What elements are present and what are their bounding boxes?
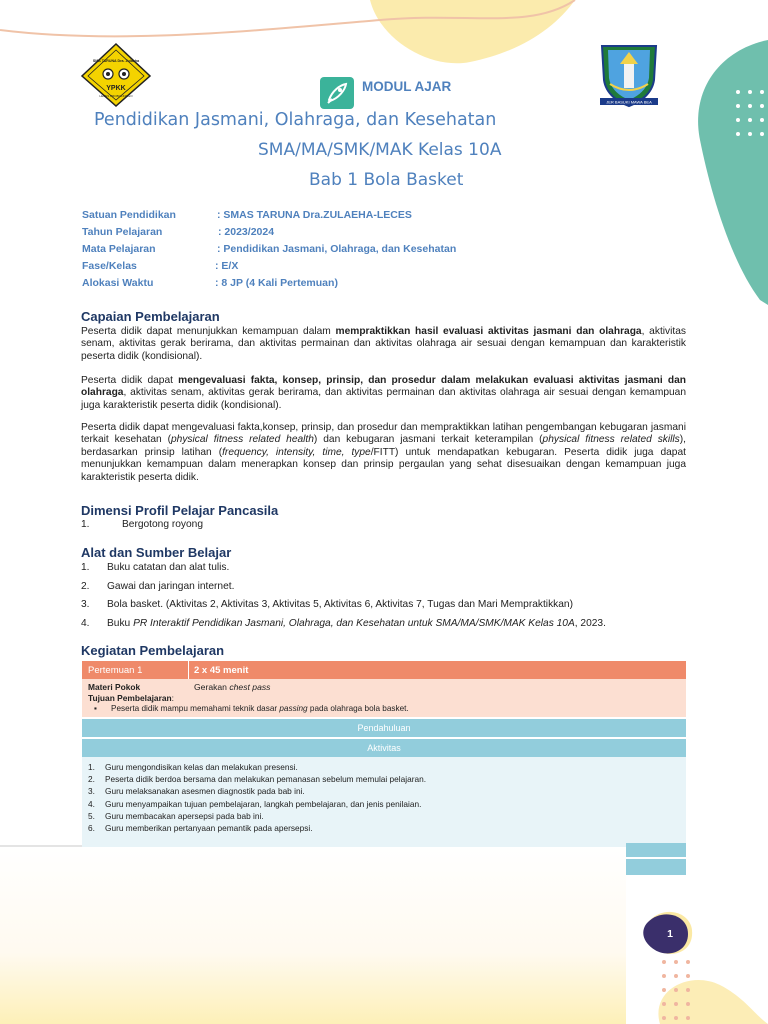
materi-label: Materi Pokok xyxy=(88,682,141,692)
meeting-label: Pertemuan 1 xyxy=(88,665,143,676)
aktivitas-steps xyxy=(82,757,686,847)
school-logo xyxy=(80,42,152,108)
title-chapter: Bab 1 Bola Basket xyxy=(309,170,464,190)
meeting-duration: 2 x 45 menit xyxy=(194,665,249,676)
list-item: 2. Gawai dan jaringan internet. xyxy=(81,580,235,592)
list-item: 6. Guru memberikan pertanyaan pemantik pada apersepsi. xyxy=(88,823,313,834)
title-subject: Pendidikan Jasmani, Olahraga, dan Kesehatan xyxy=(94,110,497,130)
capaian-paragraph-3: Peserta didik dapat mengevaluasi fakta,konsep, prinsip, dan prosedur dan mempraktikkan latihan pengembangan kebugaran jasmani terkait kesehatan (physical fitness related health) dan kebugaran jasmani terkait keterampilan (physical fitness related skills), berdasarkan prinsip latihan (frequency, intensity, time, type/FITT) untuk mendapatkan kebugaran. Peserta didik juga dapat menunjukkan kemampuan dalam menerapkan konsep dan prinsip pergaulan yang sehat disesuaikan dengan kemampuan juga karakteristik peserta didik. xyxy=(81,422,687,483)
identity-value-year: : 2023/2024 xyxy=(218,226,275,238)
list-item: 2. Peserta didik berdoa bersama dan melakukan pemanasan sebelum memulai pelajaran. xyxy=(88,774,426,785)
identity-value-time: : 8 JP (4 Kali Pertemuan) xyxy=(215,277,338,289)
alat-list xyxy=(81,559,606,633)
title-class: SMA/MA/SMK/MAK Kelas 10A xyxy=(258,140,502,160)
list-item: 4. Buku PR Interaktif Pendidikan Jasmani, Olahraga, dan Kesehatan untuk SMA/MA/SMK/MAK Kelas 10A, 2023. xyxy=(81,617,606,629)
table-row-cut xyxy=(626,843,686,857)
table-row-cut xyxy=(626,859,686,875)
identity-value-subject: : Pendidikan Jasmani, Olahraga, dan Kesehatan xyxy=(217,243,457,255)
province-motto: JER BASUKI MAWA BEA xyxy=(606,99,652,105)
province-logo xyxy=(594,40,664,108)
identity-label-time: Alokasi Waktu xyxy=(82,277,154,289)
capaian-paragraph-2: Peserta didik dapat mengevaluasi fakta, konsep, prinsip, dan prosedur dalam melakukan evaluasi aktivitas jasmani dan olahraga, aktivitas senam, aktivitas gerak berirama, dan aktivitas permainan dan aktivitas olahraga air sesuai dengan kemampuan juga karakteristik peserta didik (kondisional). xyxy=(81,375,687,411)
list-item: 1. Buku catatan dan alat tulis. xyxy=(81,562,230,573)
dimensi-heading: Dimensi Profil Pelajar Pancasila xyxy=(81,503,279,518)
identity-value-school: : SMAS TARUNA Dra.ZULAEHA-LECES xyxy=(217,209,412,221)
tujuan-label: Tujuan Pembelajaran: xyxy=(88,693,174,703)
dimensi-list xyxy=(81,516,203,535)
tujuan-item: ▪ Peserta didik mampu memahami teknik dasar passing pada olahraga bola basket. xyxy=(94,704,409,713)
capaian-heading: Capaian Pembelajaran xyxy=(81,309,220,324)
kegiatan-heading: Kegiatan Pembelajaran xyxy=(81,643,225,658)
list-item: 1. Guru mengondisikan kelas dan melakukan presensi. xyxy=(88,762,298,772)
school-logo-top-text: SMA TARUNA Dra. Zulaeha xyxy=(92,59,140,63)
table-row-materi xyxy=(82,679,686,717)
school-logo-text: YPKK xyxy=(106,85,126,92)
identity-value-phase: : E/X xyxy=(215,260,239,272)
identity-label-subject: Mata Pelajaran xyxy=(82,243,156,255)
page-number: 1 xyxy=(667,928,673,940)
aktivitas-row: Aktivitas xyxy=(82,739,686,757)
list-item: 1. Bergotong royong xyxy=(81,519,203,530)
identity-label-school: Satuan Pendidikan xyxy=(82,209,176,221)
activity-table xyxy=(82,661,686,847)
materi-value: Gerakan chest pass xyxy=(194,682,271,692)
table-header-row xyxy=(82,661,686,679)
school-logo-bottom-text: LECES PROBOLINGGO xyxy=(99,94,133,98)
list-item: 3. Bola basket. (Aktivitas 2, Aktivitas 3, Aktivitas 5, Aktivitas 6, Aktivitas 7, Tugas dan Mari Mempraktikkan) xyxy=(81,599,573,611)
rocket-icon xyxy=(320,77,354,109)
pendahuluan-row: Pendahuluan xyxy=(82,719,686,737)
alat-heading: Alat dan Sumber Belajar xyxy=(81,545,232,560)
list-item: 3. Guru melaksanakan asesmen diagnostik pada bab ini. xyxy=(88,786,305,797)
identity-label-year: Tahun Pelajaran xyxy=(82,226,163,238)
capaian-paragraph-1: Peserta didik dapat menunjukkan kemampuan dalam mempraktikkan hasil evaluasi aktivitas jasmani dan olahraga, aktivitas senam, aktivitas gerak berirama, dan aktivitas permainan dan aktivitas olahraga air sesuai dengan kemampuan dan karakteristik peserta didik (kondisional). xyxy=(81,326,686,362)
module-label: MODUL AJAR xyxy=(362,79,452,94)
list-item: 5. Guru membacakan apersepsi pada bab ini. xyxy=(88,810,264,821)
identity-label-phase: Fase/Kelas xyxy=(82,260,137,272)
list-item: 4. Guru menyampaikan tujuan pembelajaran, langkah pembelajaran, dan jenis penilaian. xyxy=(88,798,422,809)
